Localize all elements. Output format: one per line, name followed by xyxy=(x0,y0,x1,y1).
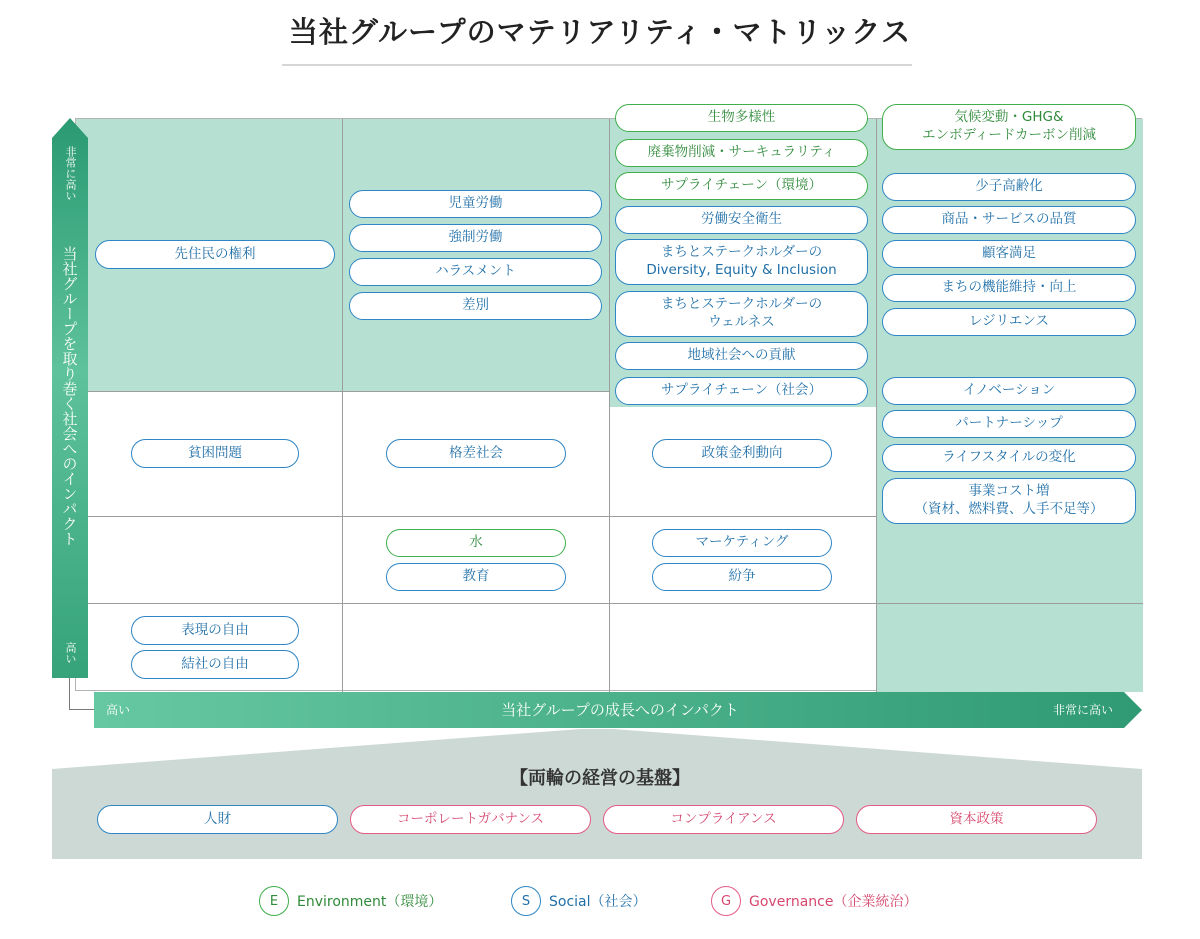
materiality-item: まちとステークホルダーの Diversity, Equity & Inclusion xyxy=(615,239,868,285)
legend-governance-badge: G xyxy=(711,886,741,916)
x-axis-left-label: 高い xyxy=(106,703,131,717)
materiality-item: まちの機能維持・向上 xyxy=(882,274,1136,302)
materiality-item: 廃棄物削減・サーキュラリティ xyxy=(615,139,868,167)
y-axis-bottom-label: 高い xyxy=(64,642,77,664)
materiality-item: レジリエンス xyxy=(882,308,1136,336)
materiality-item: 格差社会 xyxy=(386,439,566,468)
materiality-item: 商品・サービスの品質 xyxy=(882,206,1136,234)
materiality-item: 労働安全衛生 xyxy=(615,206,868,234)
foundation-panel xyxy=(52,729,1142,859)
materiality-item: イノベーション xyxy=(882,377,1136,405)
materiality-item: サプライチェーン（環境） xyxy=(615,172,868,200)
materiality-item: パートナーシップ xyxy=(882,410,1136,438)
y-axis-top-label: 非常に高い xyxy=(64,145,77,201)
materiality-item: 貧困問題 xyxy=(131,439,299,468)
materiality-item: ハラスメント xyxy=(349,258,602,286)
grid-line-v2 xyxy=(609,119,610,692)
grid-line-h2 xyxy=(76,516,876,517)
materiality-item: 生物多様性 xyxy=(615,104,868,132)
grid-line-h1 xyxy=(76,391,609,392)
materiality-item: 表現の自由 xyxy=(131,616,299,645)
materiality-item: 地域社会への貢献 xyxy=(615,342,868,370)
y-axis-title: 当社グループを取り巻く社会へのインパクト xyxy=(60,246,79,546)
grid-line-v3 xyxy=(876,119,877,692)
materiality-item: サプライチェーン（社会） xyxy=(615,377,868,405)
materiality-item: 気候変動・GHG& エンボディードカーボン削減 xyxy=(882,104,1136,150)
legend-environment xyxy=(259,884,442,918)
materiality-item: 顧客満足 xyxy=(882,240,1136,268)
x-axis-title: 当社グループの成長へのインパクト xyxy=(501,701,739,719)
materiality-item: 先住民の権利 xyxy=(95,240,335,269)
foundation-item: 資本政策 xyxy=(856,805,1097,834)
materiality-item: 紛争 xyxy=(652,563,832,591)
materiality-item: 政策金利動向 xyxy=(652,439,832,468)
legend-governance-label: Governance（企業統治） xyxy=(749,894,918,910)
grid-line-h3 xyxy=(76,603,1143,604)
materiality-item: 強制労働 xyxy=(349,224,602,252)
materiality-item: 差別 xyxy=(349,292,602,320)
foundation-item: コンプライアンス xyxy=(603,805,844,834)
materiality-item: 事業コスト増 （資材、燃料費、人手不足等） xyxy=(882,478,1136,524)
legend-environment-badge: E xyxy=(259,886,289,916)
x-axis-right-label: 非常に高い xyxy=(1053,703,1114,717)
materiality-item: 教育 xyxy=(386,563,566,591)
materiality-item: 結社の自由 xyxy=(131,650,299,679)
materiality-item: マーケティング xyxy=(652,529,832,557)
legend-environment-label: Environment（環境） xyxy=(297,894,443,910)
materiality-item: まちとステークホルダーの ウェルネス xyxy=(615,291,868,337)
title-divider xyxy=(282,64,912,66)
page-title: 当社グループのマテリアリティ・マトリックス xyxy=(288,15,912,49)
matrix-shaded-right-column xyxy=(876,119,1143,692)
foundation-title: 【両輪の経営の基盤】 xyxy=(510,768,690,789)
legend-social-label: Social（社会） xyxy=(549,894,647,910)
grid-line-v1 xyxy=(342,119,343,692)
legend-governance xyxy=(711,884,917,918)
foundation-item: コーポレートガバナンス xyxy=(350,805,591,834)
legend-social xyxy=(511,884,647,918)
materiality-item: 児童労働 xyxy=(349,190,602,218)
legend-social-badge: S xyxy=(511,886,541,916)
materiality-item: ライフスタイルの変化 xyxy=(882,444,1136,472)
foundation-item: 人財 xyxy=(97,805,338,834)
materiality-item: 少子高齢化 xyxy=(882,173,1136,201)
materiality-item: 水 xyxy=(386,529,566,557)
